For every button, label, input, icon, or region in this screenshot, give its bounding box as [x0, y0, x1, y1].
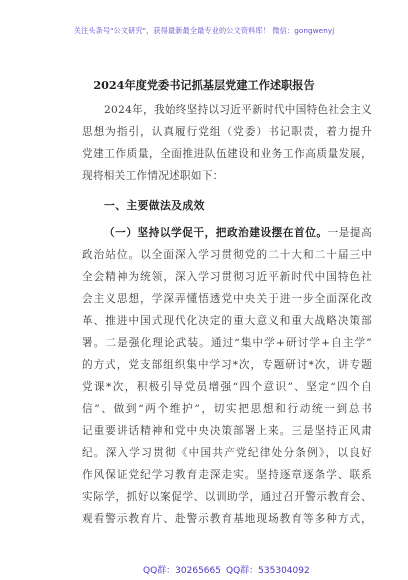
document-title: 2024年度党委书记抓基层党建工作述职报告	[93, 78, 315, 92]
body-line: 作风保证党纪学习教育走深走实。坚持逐章逐条学、联系	[82, 469, 372, 481]
body-line: 的方式，党支部组织集中学习*次，专题研讨*次，讲专题	[82, 359, 372, 371]
body-line: 实际学，抓好以案促学、以训助学，通过召开警示教育会、	[82, 491, 372, 503]
section-heading: 一、主要做法及成效	[104, 199, 205, 212]
body-line: 纪。深入学习贯彻《中国共产党纪律处分条例》，以良好	[82, 447, 372, 459]
body-line: 全会精神为统领，深入学习贯彻习近平新时代中国特色社	[82, 271, 372, 283]
intro-line: 党建工作质量，全面推进队伍建设和业务工作高质量发展，	[82, 148, 372, 160]
body-line: 信”、做到“两个维护”，切实把思想和行动统一到总书	[82, 403, 372, 415]
body-line: 观看警示教育片、赴警示教育基地现场教育等多种方式，	[82, 513, 372, 525]
intro-line: 现将相关工作情况述职如下：	[82, 170, 224, 182]
body-line: 记重要讲话精神和党中央决策部署上来。三是坚持正风肃	[82, 425, 372, 437]
subsection-lead: （一）坚持以学促干，把政治建设摆在首位。	[104, 227, 328, 239]
body-line: 会主义思想，学深弄懂悟透党中央关于进一步全面深化改	[82, 293, 372, 305]
intro-line: 2024年，我始终坚持以习近平新时代中国特色社会主义	[104, 104, 372, 116]
promo-banner: 关注头条号"公文研究"，获得最新最全最专业的公文资料库！ 微信：gongwenyj	[73, 26, 335, 35]
footer-qq-group-left: QQ群：30265665	[143, 566, 221, 576]
body-line: 署。二是强化理论武装。通过“集中学+研讨学+自主学”	[82, 337, 372, 349]
subsection-lead-tail: 一是提高	[327, 227, 373, 239]
subsection-first-line	[104, 226, 372, 240]
footer-qq-group-right: QQ群：535304092	[226, 566, 310, 576]
intro-line: 思想为指引，认真履行党组（党委）书记职责，着力提升	[82, 126, 372, 138]
body-line: 党课*次，积极引导党员增强“四个意识”、坚定“四个自	[82, 381, 372, 393]
body-line: 革、推进中国式现代化决定的重大意义和重大战略决策部	[82, 315, 372, 327]
body-line: 政治站位。以全面深入学习贯彻党的二十大和二十届三中	[82, 249, 372, 261]
